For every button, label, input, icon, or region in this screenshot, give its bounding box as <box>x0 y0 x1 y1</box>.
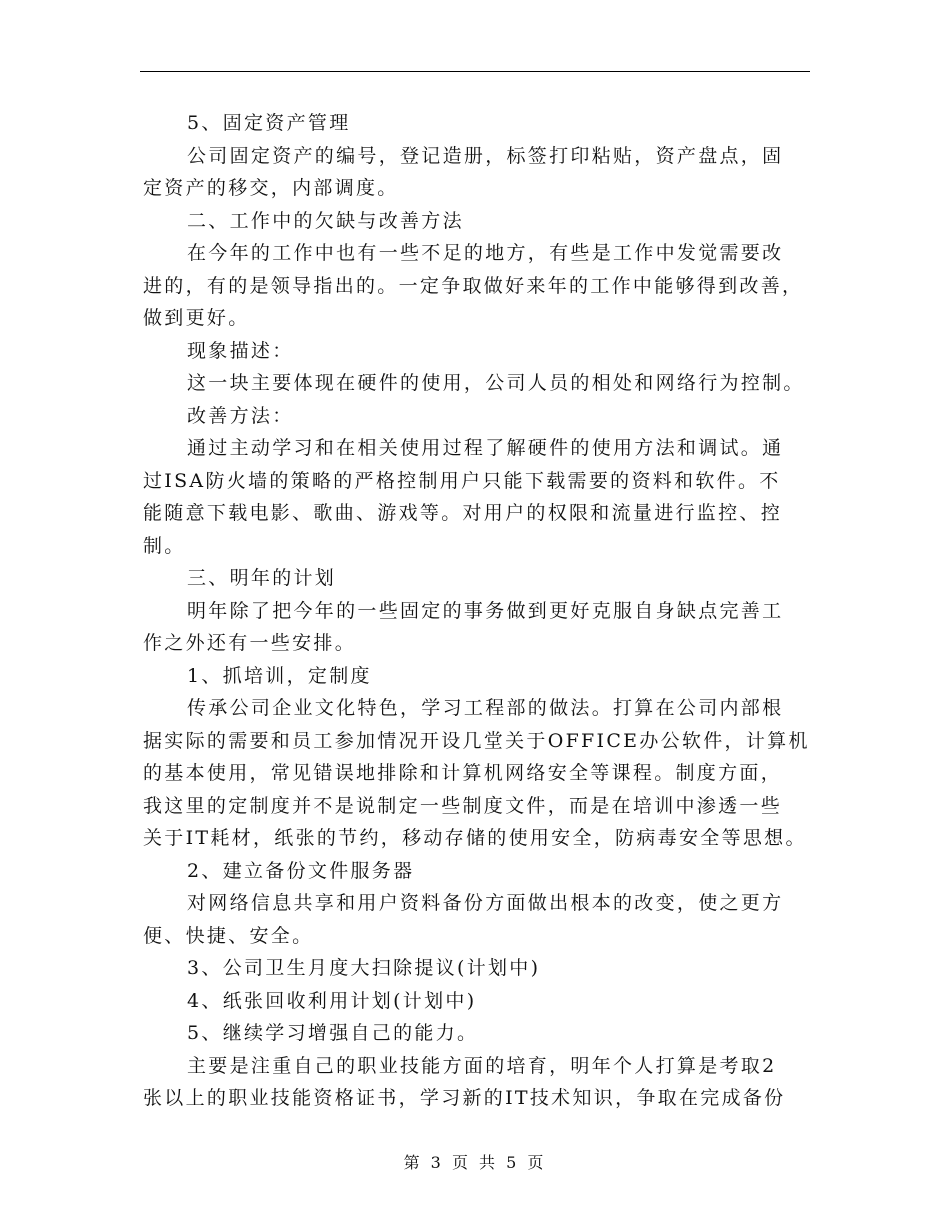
text-line: 的基本使用，常见错误地排除和计算机网络安全等课程。制度方面， <box>143 762 783 784</box>
text-line: 便、快捷、安全。 <box>143 924 314 947</box>
text-line: 能随意下载电影、歌曲、游戏等。对用户的权限和流量进行监控、控 <box>143 502 783 524</box>
page-footer: 第 3 页 共 5 页 <box>403 1153 547 1172</box>
text-line: 5、固定资产管理 <box>187 112 351 134</box>
text-line: 做到更好。 <box>143 307 250 329</box>
text-line: 1、抓培训，定制度 <box>187 664 372 687</box>
text-line: 5、继续学习增强自己的能力。 <box>187 1022 479 1044</box>
text-line: 三、明年的计划 <box>187 567 337 589</box>
header-rule <box>140 71 810 72</box>
text-line: 对网络信息共享和用户资料备份方面做出根本的改变，使之更方 <box>187 892 784 914</box>
text-line: 2、建立备份文件服务器 <box>187 859 415 882</box>
text-line: 通过主动学习和在相关使用过程了解硬件的使用方法和调试。通 <box>187 437 784 459</box>
text-line: 制。 <box>143 534 186 557</box>
text-line: 改善方法： <box>187 404 294 427</box>
text-line: 张以上的职业技能资格证书，学习新的IT技术知识，争取在完成备份 <box>143 1087 786 1109</box>
text-line: 4、纸张回收利用计划(计划中) <box>187 989 477 1012</box>
text-line: 我这里的定制度并不是说制定一些制度文件，而是在培训中渗透一些 <box>143 794 783 817</box>
text-line: 作之外还有一些安排。 <box>143 632 357 654</box>
document-body <box>143 107 815 1115</box>
text-line: 现象描述： <box>187 339 294 362</box>
text-line: 这一块主要体现在硬件的使用，公司人员的相处和网络行为控制。 <box>187 372 805 394</box>
text-line: 在今年的工作中也有一些不足的地方，有些是工作中发觉需要改 <box>187 242 784 264</box>
text-line: 主要是注重自己的职业技能方面的培育，明年个人打算是考取2 <box>187 1054 777 1077</box>
text-line: 二、工作中的欠缺与改善方法 <box>187 209 464 232</box>
text-line: 据实际的需要和员工参加情况开设几堂关于OFFICE办公软件，计算机 <box>143 729 810 752</box>
text-line: 公司固定资产的编号，登记造册，标签打印粘贴，资产盘点，固 <box>187 144 784 167</box>
text-line: 关于IT耗材，纸张的节约，移动存储的使用安全，防病毒安全等思想。 <box>143 827 807 849</box>
text-line: 过ISA防火墙的策略的严格控制用户只能下载需要的资料和软件。不 <box>143 469 781 492</box>
text-line: 明年除了把今年的一些固定的事务做到更好克服自身缺点完善工 <box>187 599 784 622</box>
text-line: 3、公司卫生月度大扫除提议(计划中) <box>187 957 541 979</box>
text-line: 传承公司企业文化特色，学习工程部的做法。打算在公司内部根 <box>187 697 784 719</box>
text-line: 进的，有的是领导指出的。一定争取做好来年的工作中能够得到改善， <box>143 274 804 297</box>
text-line: 定资产的移交，内部调度。 <box>143 177 399 199</box>
